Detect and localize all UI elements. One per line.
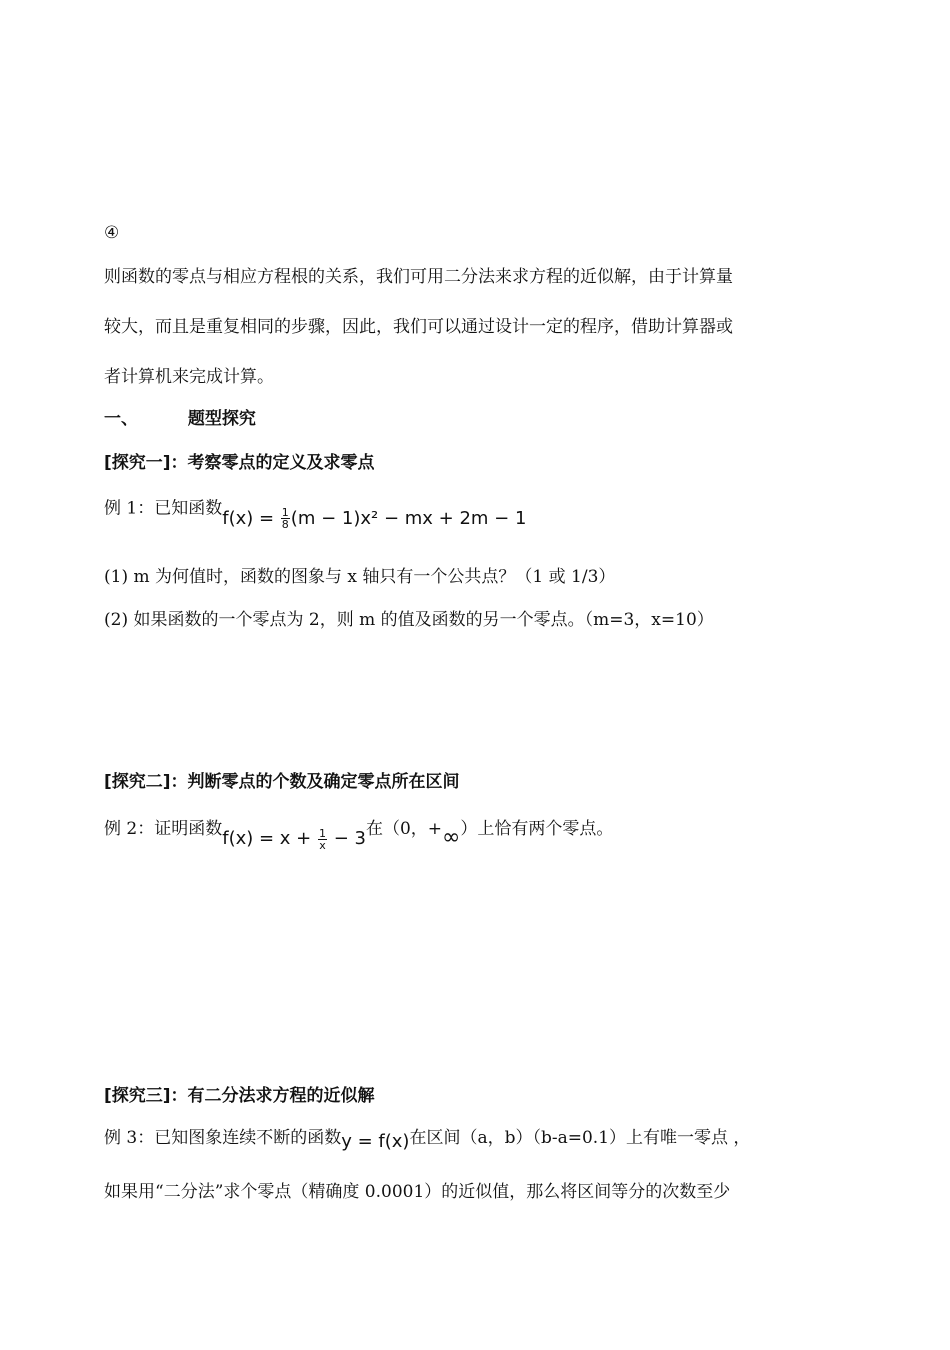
example2-interval-open: 在（0，+ <box>365 819 443 839</box>
example3-line-2: 如果用“二分法”求个零点（精确度 0.0001）的近似值，那么将区间等分的次数至少 <box>104 1182 731 1202</box>
infinity-symbol: ∞ <box>442 825 461 850</box>
example2-line <box>104 817 614 852</box>
example1-prefix: 例 1：已知函数 <box>104 498 223 519</box>
explore3-heading: [探究三]：有二分法求方程的近似解 <box>104 1086 375 1106</box>
example2-suffix: ）上恰有两个零点。 <box>460 819 614 839</box>
example3-formula: y = f(x) <box>341 1131 410 1152</box>
intro-line-1: 则函数的零点与相应方程根的关系，我们可用二分法来求方程的近似解，由于计算量 <box>104 267 733 287</box>
intro-line-2: 较大，而且是重复相同的步骤，因此，我们可以通过设计一定的程序，借助计算器或 <box>104 317 733 337</box>
explore2-heading: [探究二]：判断零点的个数及确定零点所在区间 <box>104 772 460 792</box>
example3-line-1-rest: 在区间（a，b）（b-a=0.1）上有唯一零点 ， <box>409 1128 751 1148</box>
section-title: 题型探究 <box>187 409 256 429</box>
section-number: 一、 <box>104 409 138 429</box>
section-heading <box>104 408 256 430</box>
circled-number-marker: ④ <box>104 223 120 243</box>
question-1: (1) m 为何值时，函数的图象与 x 轴只有一个公共点？（1 或 1/3） <box>104 567 616 587</box>
example3-prefix: 例 3：已知图象连续不断的函数 <box>104 1128 342 1148</box>
fraction-one-over-x: $\frac{1}{x}$ <box>318 826 326 852</box>
fraction-one-eighth: $\frac{1}{8}$ <box>281 506 289 531</box>
explore1-heading: [探究一]：考察零点的定义及求零点 <box>104 453 375 473</box>
intro-line-3: 者计算机来完成计算。 <box>104 367 274 387</box>
example1-line <box>104 497 527 531</box>
example2-formula: f(x) = x + $\frac{1}{x}$ − 3 <box>222 826 366 852</box>
question-2: (2) 如果函数的一个零点为 2，则 m 的值及函数的另一个零点。（m=3，x=10） <box>104 610 714 630</box>
example1-formula: f(x) = $\frac{1}{8}$ (m − 1)x² − mx + 2m − 1 <box>222 506 527 531</box>
example3-line-1 <box>104 1127 751 1152</box>
example2-prefix: 例 2：证明函数 <box>104 819 223 839</box>
